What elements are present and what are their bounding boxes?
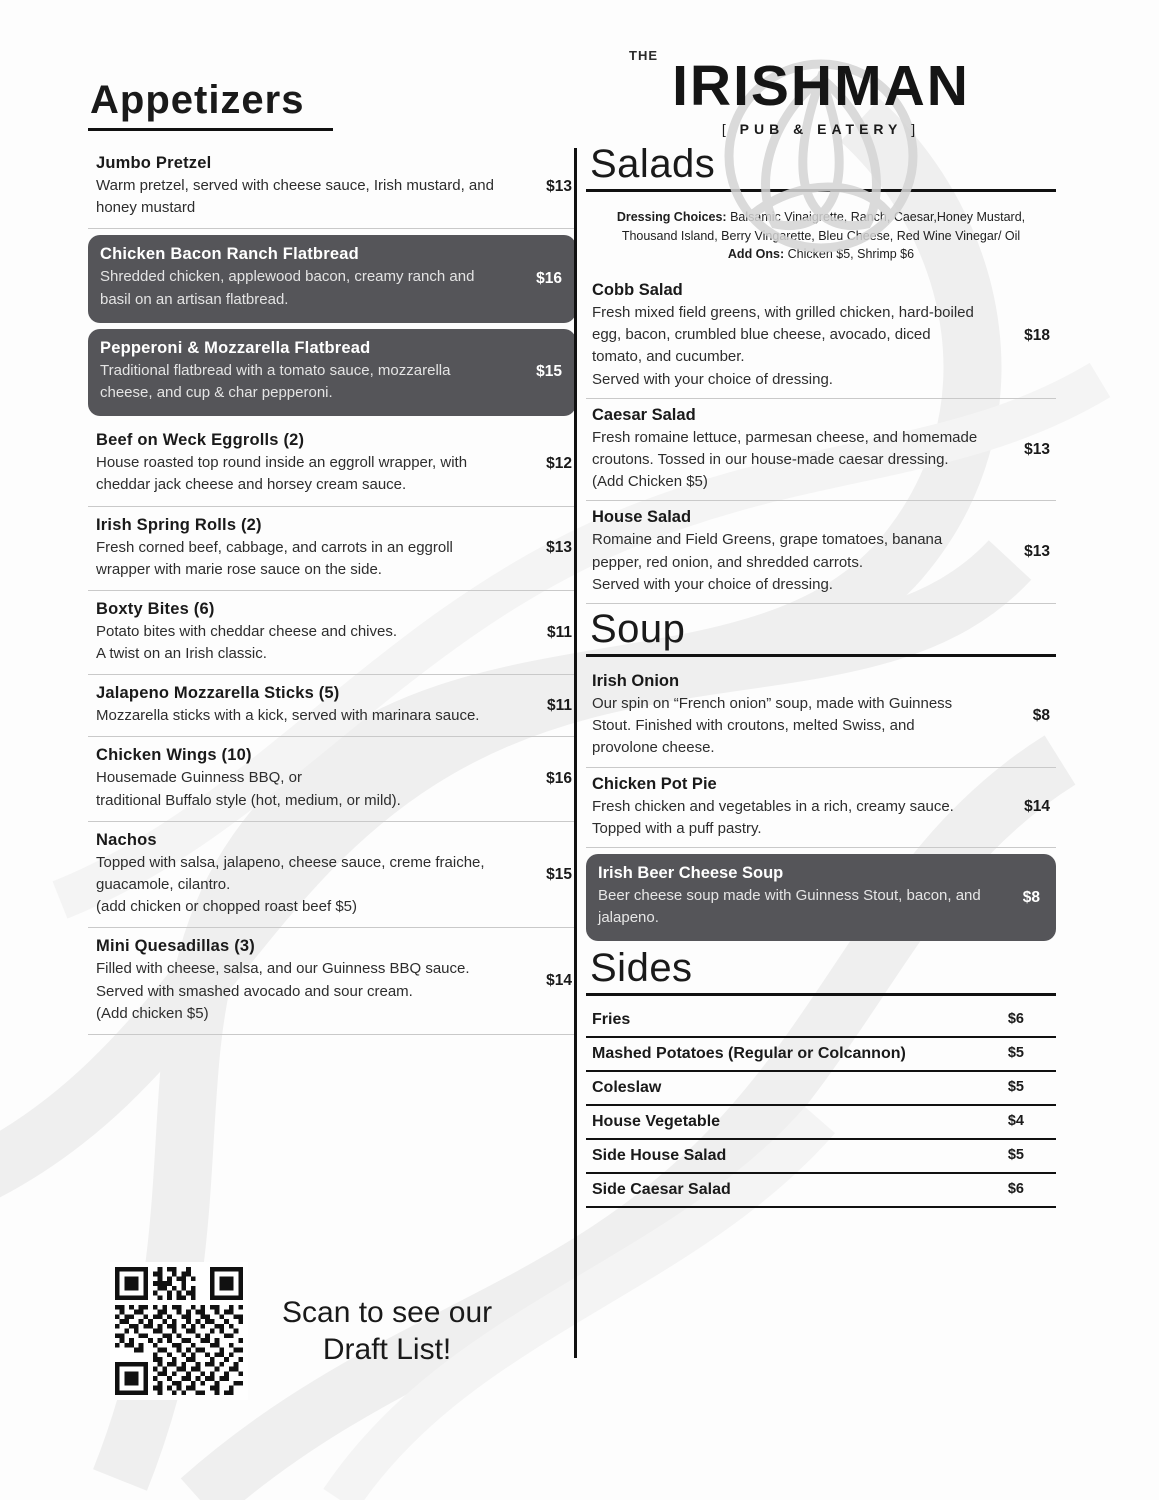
column-divider bbox=[574, 148, 577, 1358]
scan-text: Scan to see our Draft List! bbox=[282, 1295, 493, 1366]
menu-item-description: Potato bites with cheddar cheese and chives. A twist on an Irish classic. bbox=[96, 622, 398, 663]
menu-item bbox=[88, 235, 576, 322]
side-price: $4 bbox=[1007, 1113, 1024, 1130]
side-name: Side Caesar Salad bbox=[592, 1181, 731, 1199]
soup-rule bbox=[586, 654, 1056, 657]
menu-item-description: Filled with cheese, salsa, and our Guinness BBQ sauce. Served with smashed avocado and sour cream. (Add chicken $5) bbox=[96, 960, 470, 1022]
qr-code-icon[interactable] bbox=[110, 1262, 248, 1400]
menu-item-description: House roasted top round inside an eggroll wrapper, with cheddar jack cheese and horsey cream sauce. bbox=[96, 454, 468, 494]
menu-item-name: Irish Beer Cheese Soup bbox=[598, 863, 784, 882]
side-name: Mashed Potatoes (Regular or Colcannon) bbox=[592, 1045, 906, 1063]
appetizers-title-underline bbox=[88, 128, 333, 131]
soup-section bbox=[586, 608, 1056, 941]
logo-tagline-text: PUB & EATERY bbox=[739, 120, 903, 137]
menu-item-description: Fresh chicken and vegetables in a rich, creamy sauce. Topped with a puff pastry. bbox=[592, 797, 954, 837]
menu-item-name: Irish Onion bbox=[592, 671, 680, 690]
soup-title: Soup bbox=[590, 606, 686, 651]
side-price: $5 bbox=[1007, 1079, 1024, 1096]
side-price: $5 bbox=[1007, 1147, 1024, 1164]
side-name: Fries bbox=[592, 1011, 631, 1029]
side-row bbox=[586, 1106, 1056, 1140]
menu-item bbox=[586, 399, 1056, 502]
side-price: $5 bbox=[1007, 1045, 1024, 1062]
dressing-label: Dressing Choices: bbox=[616, 209, 727, 224]
menu-item-name: Caesar Salad bbox=[592, 405, 696, 424]
menu-item-description: Warm pretzel, served with cheese sauce, Irish mustard, and honey mustard bbox=[96, 177, 494, 217]
menu-item-price: $18 bbox=[1024, 326, 1050, 344]
side-row bbox=[586, 1038, 1056, 1072]
menu-item-description: Mozzarella sticks with a kick, served with marinara sauce. bbox=[96, 707, 480, 725]
menu-item bbox=[88, 822, 576, 929]
side-name: House Vegetable bbox=[592, 1113, 721, 1131]
appetizers-title: Appetizers bbox=[90, 78, 305, 122]
menu-item-name: Mini Quesadillas (3) bbox=[96, 937, 255, 956]
logo-the: THE bbox=[629, 48, 658, 63]
side-row bbox=[586, 1140, 1056, 1174]
menu-item-name: Chicken Wings (10) bbox=[96, 746, 252, 765]
addons-label: Add Ons: bbox=[727, 247, 785, 262]
menu-item-price: $15 bbox=[546, 865, 572, 883]
menu-item-price: $15 bbox=[536, 363, 562, 381]
menu-item-price: $11 bbox=[546, 696, 572, 714]
sides-rule bbox=[586, 993, 1056, 996]
side-name: Side House Salad bbox=[592, 1147, 727, 1165]
menu-item-description: Housemade Guinness BBQ, or traditional Buffalo style (hot, medium, or mild). bbox=[96, 769, 401, 809]
menu-item bbox=[88, 422, 576, 506]
menu-item-description: Our spin on “French onion” soup, made with Guinness Stout. Finished with croutons, melted Swiss, and provolone cheese. bbox=[592, 694, 953, 757]
menu-item-name: Jalapeno Mozzarella Sticks (5) bbox=[96, 684, 340, 703]
menu-item-price: $13 bbox=[546, 539, 572, 557]
menu-item bbox=[88, 145, 576, 229]
addons-value: Chicken $5, Shrimp $6 bbox=[784, 247, 915, 262]
menu-item-name: Chicken Bacon Ranch Flatbread bbox=[100, 245, 359, 264]
appetizers-section bbox=[88, 80, 576, 1035]
menu-item bbox=[88, 329, 576, 416]
menu-item-name: Nachos bbox=[96, 830, 157, 849]
menu-item-price: $13 bbox=[1024, 440, 1050, 458]
dressing-value: Balsamic Vinaigrette, Ranch, Caesar,Honey Mustard, Thousand Island, Berry Vingarette, Bleu Cheese, Red Wine Vinegar/ Oil bbox=[621, 209, 1026, 243]
menu-item bbox=[586, 854, 1056, 941]
menu-item-description: Fresh corned beef, cabbage, and carrots in an eggroll wrapper with marie rose sauce on the side. bbox=[96, 538, 453, 578]
logo bbox=[621, 40, 1021, 139]
menu-item-price: $16 bbox=[536, 270, 562, 288]
menu-item-price: $16 bbox=[546, 770, 572, 788]
appetizers-list bbox=[88, 145, 576, 1035]
menu-item-description: Beer cheese soup made with Guinness Stout, bacon, and jalapeno. bbox=[598, 886, 981, 927]
menu-item-price: $14 bbox=[546, 972, 572, 990]
menu-item bbox=[586, 274, 1056, 399]
menu-item bbox=[88, 675, 576, 737]
menu-item bbox=[88, 507, 576, 591]
menu-item-description: Fresh mixed field greens, with grilled chicken, hard-boiled egg, bacon, crumbled blue cheese, avocado, diced tomato, and cucumber. Served with your choice of dressing. bbox=[592, 304, 974, 388]
menu-item-description: Shredded chicken, applewood bacon, creamy ranch and basil on an artisan flatbread. bbox=[100, 268, 475, 308]
menu-item bbox=[88, 928, 576, 1035]
right-column bbox=[586, 40, 1056, 1208]
menu-item-price: $12 bbox=[546, 454, 572, 472]
logo-name: IRISHMAN bbox=[672, 54, 970, 118]
menu-item-name: Irish Spring Rolls (2) bbox=[96, 515, 262, 534]
menu-item-description: Traditional flatbread with a tomato sauce, mozzarella cheese, and cup & char pepperoni. bbox=[100, 361, 451, 401]
menu-item-price: $11 bbox=[546, 623, 572, 641]
menu-item-name: Boxty Bites (6) bbox=[96, 599, 215, 618]
side-row bbox=[586, 1072, 1056, 1106]
menu-item-price: $8 bbox=[1032, 706, 1050, 724]
menu-item-name: House Salad bbox=[592, 508, 692, 527]
menu-item bbox=[88, 737, 576, 821]
logo-tagline: [ PUB & EATERY ] bbox=[721, 120, 921, 137]
side-row bbox=[586, 1174, 1056, 1208]
menu-item-name: Jumbo Pretzel bbox=[96, 154, 212, 172]
sides-title: Sides bbox=[590, 946, 693, 991]
scan-draft-list-block bbox=[110, 1262, 580, 1400]
menu-item-price: $8 bbox=[1022, 888, 1040, 906]
side-price: $6 bbox=[1007, 1181, 1024, 1198]
menu-item-name: Chicken Pot Pie bbox=[592, 774, 717, 793]
menu-item-name: Cobb Salad bbox=[592, 281, 683, 300]
menu-item-name: Pepperoni & Mozzarella Flatbread bbox=[100, 338, 371, 357]
sides-section bbox=[586, 947, 1056, 1208]
menu-item bbox=[586, 501, 1056, 604]
menu-item-name: Beef on Weck Eggrolls (2) bbox=[96, 431, 305, 450]
salads-list bbox=[586, 274, 1056, 604]
side-price: $6 bbox=[1007, 1011, 1024, 1028]
menu-item-price: $14 bbox=[1024, 798, 1050, 816]
menu-item-description: Romaine and Field Greens, grape tomatoes, banana pepper, red onion, and shredded carrots. Served with your choice of dressing. bbox=[592, 531, 943, 593]
menu-item bbox=[586, 665, 1056, 768]
menu-item-price: $13 bbox=[546, 177, 572, 195]
salads-title: Salads bbox=[590, 141, 716, 186]
side-row bbox=[586, 1004, 1056, 1038]
menu-item-description: Topped with salsa, jalapeno, cheese sauce, creme fraiche, guacamole, cilantro. (add chicken or chopped roast beef $5) bbox=[96, 853, 485, 916]
menu-item-description: Fresh romaine lettuce, parmesan cheese, and homemade croutons. Tossed in our house-made caesar dressing. (Add Chicken $5) bbox=[592, 428, 978, 491]
side-name: Coleslaw bbox=[592, 1079, 662, 1097]
soup-list bbox=[586, 665, 1056, 941]
menu-item bbox=[586, 768, 1056, 848]
menu-item-price: $13 bbox=[1024, 543, 1050, 561]
sides-list bbox=[586, 1004, 1056, 1208]
menu-item bbox=[88, 591, 576, 675]
